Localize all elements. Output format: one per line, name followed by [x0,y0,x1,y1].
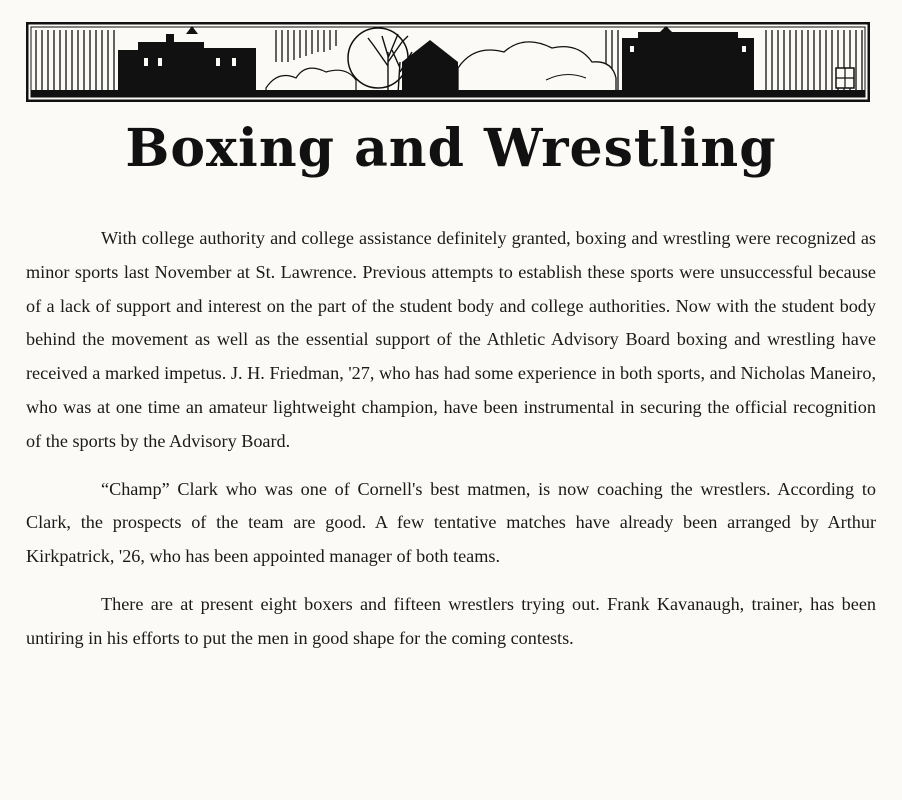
paragraph: There are at present eight boxers and fifteen wrestlers trying out. Frank Kavanaugh, trainer, has been untiring in his efforts to put the men in good shape for the coming contests. [26,593,876,648]
paragraph: “Champ” Clark who was one of Cornell's best matmen, is now coaching the wrestlers. According to Clark, the prospects of the team are good. A few tentative matches have already been arranged by Arthur Kirkpatrick, '26, who has been appointed manager of both teams. [26,478,876,567]
article-body [26,222,876,656]
page-title: Boxing and Wrestling [125,118,777,179]
paragraph: With college authority and college assistance definitely granted, boxing and wrestling were recognized as minor sports last November at St. Lawrence. Previous attempts to establish these sports were unsuccessful because of a lack of support and interest on the part of the student body and college authorities. Now with the student body behind the movement as well as the essential support of the Athletic Advisory Board boxing and wrestling have received a marked impetus. J. H. Friedman, '27, who has had some experience in both sports, and Nicholas Maneiro, who was at one time an amateur lightweight champion, have been instrumental in securing the official recognition of the sports by the Advisory Board. [26,228,876,451]
campus-silhouette-banner [26,22,870,102]
